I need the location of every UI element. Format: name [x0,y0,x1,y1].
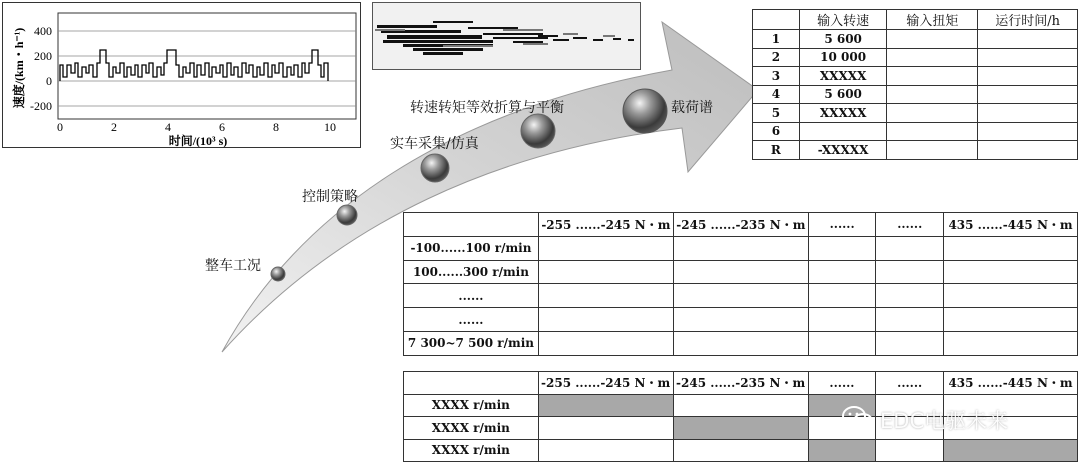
table-cell [944,260,1078,284]
table-cell [673,284,808,308]
table-cell: 5 600 [799,85,887,104]
table-cell: 3 [753,67,800,86]
table-row [753,122,1078,141]
x-tick-10: 10 [324,120,336,134]
x-tick-2: 2 [111,120,117,134]
shaded-cell [808,439,876,462]
table-cell [944,236,1078,260]
table-cell [876,331,944,355]
table-cell: -XXXXX [799,141,887,160]
table-cell [887,104,978,123]
row-header-cell: ...... [404,284,539,308]
stage-bubble-3 [421,154,449,182]
speed-x-axis-label: 时间/(10³ s) [168,134,228,148]
table-cell: 5 600 [799,30,887,49]
wechat-icon [841,404,877,432]
table-cell [876,236,944,260]
table-cell [887,141,978,160]
table-row [404,439,1078,462]
stage-bubble-5 [623,89,667,133]
stage-label-control-strategy: 控制策略 [302,189,358,205]
stage-label-vehicle-condition: 整车工况 [205,258,261,274]
table-cell [538,260,673,284]
shaded-cell [538,394,673,417]
table-cell [876,308,944,332]
table-row [404,308,1078,332]
table-cell [538,284,673,308]
speed-trace [60,50,328,81]
table-cell [808,284,876,308]
table-row [753,67,1078,86]
result-header-cell: ...... [876,372,944,395]
matrix-header-cell: 435 ......-445 N・m [944,213,1078,237]
table-cell [673,331,808,355]
table-cell [944,331,1078,355]
y-tick-200: 200 [34,49,52,63]
result-header-cell: -255 ......-245 N・m [538,372,673,395]
load-header-index [753,10,800,30]
table-cell [673,308,808,332]
table-cell [538,439,673,462]
table-cell [808,331,876,355]
table-cell [808,260,876,284]
table-cell: 6 [753,122,800,141]
table-row [753,141,1078,160]
stage-label-acquisition-simulation: 实车采集/仿真 [390,136,479,152]
result-header-cell: ...... [808,372,876,395]
row-header-cell: XXXX r/min [404,417,539,440]
table-cell [538,331,673,355]
table-row [753,48,1078,67]
table-cell [887,67,978,86]
table-cell [538,417,673,440]
matrix-header-cell: -245 ......-235 N・m [673,213,808,237]
table-cell: XXXXX [799,67,887,86]
stage-label-load-spectrum: 载荷谱 [671,100,713,116]
table-cell [944,308,1078,332]
stage-label-equivalent-conversion: 转速转矩等效折算与平衡 [410,100,564,116]
table-cell: 2 [753,48,800,67]
watermark-text: EDC电驱未来 [880,409,1009,433]
table-cell: 5 [753,104,800,123]
y-tick-0: 0 [46,74,52,88]
row-header-cell: XXXX r/min [404,439,539,462]
speed-y-axis-label: 速度/(km・h⁻¹) [12,27,26,109]
y-tick-400: 400 [34,24,52,38]
heat-scatter [373,3,641,70]
table-row [753,30,1078,49]
table-cell [978,48,1078,67]
load-header-speed: 输入转速 [799,10,887,30]
result-header-row [404,372,1078,395]
matrix-header-cell: ...... [876,213,944,237]
table-cell [808,308,876,332]
table-cell [876,284,944,308]
table-cell: 4 [753,85,800,104]
speed-torque-matrix-table [403,212,1078,356]
shaded-cell [944,439,1078,462]
stage-bubble-1 [271,267,285,281]
matrix-header-cell: -255 ......-245 N・m [538,213,673,237]
table-cell [808,236,876,260]
x-tick-8: 8 [273,120,279,134]
table-row [404,331,1078,355]
speed-time-chart [2,2,361,148]
x-tick-0: 0 [57,120,63,134]
table-cell [978,85,1078,104]
table-row [404,260,1078,284]
row-header-cell: -100......100 r/min [404,236,539,260]
table-cell: 1 [753,30,800,49]
table-row [753,104,1078,123]
table-cell [538,308,673,332]
matrix-header-cell: ...... [808,213,876,237]
table-cell [876,260,944,284]
y-tick-neg200: -200 [30,99,52,113]
row-header-cell: XXXX r/min [404,394,539,417]
table-cell [673,439,808,462]
result-header-cell: 435 ......-445 N・m [944,372,1078,395]
table-cell [944,284,1078,308]
row-header-cell: ...... [404,308,539,332]
table-cell [673,260,808,284]
table-cell [887,48,978,67]
table-cell [978,30,1078,49]
row-header-cell: 100......300 r/min [404,260,539,284]
table-cell [673,236,808,260]
table-cell: R [753,141,800,160]
table-cell [876,439,944,462]
table-row [404,236,1078,260]
load-table-header-row [753,10,1078,30]
table-cell [887,30,978,49]
table-cell: XXXXX [799,104,887,123]
table-row [404,284,1078,308]
table-row [753,85,1078,104]
table-cell [978,141,1078,160]
table-cell [673,394,808,417]
speed-chart-plot [3,3,362,149]
stage-bubble-4 [521,114,555,148]
result-header-cell: -245 ......-235 N・m [673,372,808,395]
table-cell [799,122,887,141]
matrix-header-cell [404,213,539,237]
table-cell [887,85,978,104]
x-tick-4: 4 [165,120,171,134]
load-header-runtime: 运行时间/h [978,10,1078,30]
stage-bubble-2 [337,205,357,225]
table-cell [978,67,1078,86]
table-cell [978,122,1078,141]
load-header-torque: 输入扭矩 [887,10,978,30]
matrix-header-row [404,213,1078,237]
x-tick-6: 6 [219,120,225,134]
table-cell [978,104,1078,123]
row-header-cell: 7 300~7 500 r/min [404,331,539,355]
table-cell [538,236,673,260]
table-cell: 10 000 [799,48,887,67]
result-header-cell [404,372,539,395]
load-heat-image [372,2,641,70]
load-spectrum-table [752,9,1078,160]
shaded-cell [673,417,808,440]
table-cell [887,122,978,141]
